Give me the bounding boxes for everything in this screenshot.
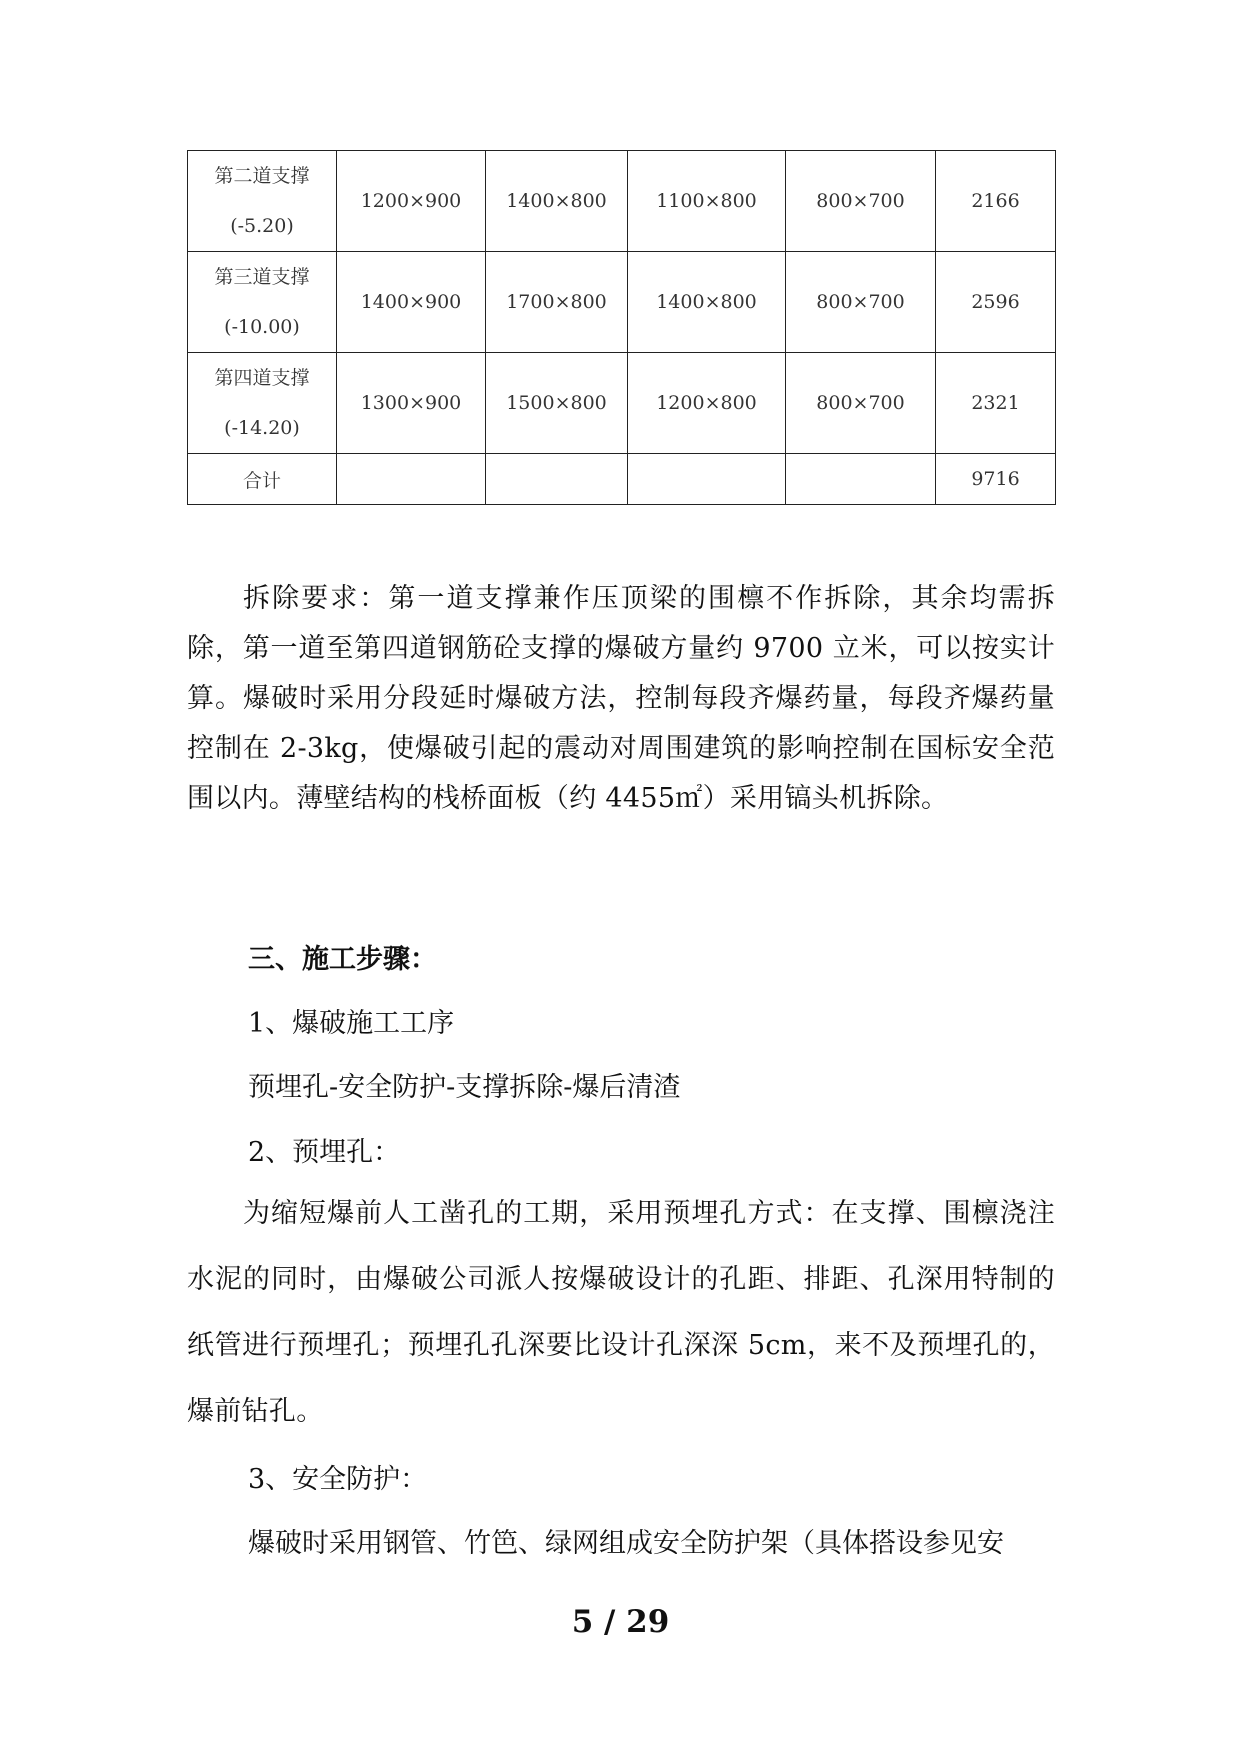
table-cell: 800×700 <box>786 252 936 353</box>
demolition-requirements-paragraph: 拆除要求：第一道支撑兼作压顶梁的围檩不作拆除，其余均需拆除，第一道至第四道钢筋砼支撑的爆破方量约 9700 立米，可以按实计算。爆破时采用分段延时爆破方法，控制每段齐爆药量，每段齐爆药量控制在 2-3kg，使爆破引起的震动对周围建筑的影响控制在国标安全范围以内。薄壁结构的栈桥面板（约 4455㎡）采用镐头机拆除。 <box>187 583 1055 814</box>
step3-body: 爆破时采用钢管、竹笆、绿网组成安全防护架（具体搭设参见安 <box>248 1528 1004 1559</box>
step2-title: 2、预埋孔： <box>248 1137 401 1168</box>
step2-body-paragraph: 为缩短爆前人工凿孔的工期，采用预埋孔方式：在支撑、围檩浇注水泥的同时，由爆破公司派人按爆破设计的孔距、排距、孔深用特制的纸管进行预埋孔；预埋孔孔深要比设计孔深深 5cm，来不及预埋孔的，爆前钻孔。 <box>187 1198 1055 1427</box>
table-cell: 1700×800 <box>486 252 628 353</box>
table-cell: 1400×800 <box>486 151 628 252</box>
total-label-cell: 合计 <box>188 454 337 505</box>
table-cell: 1400×800 <box>628 252 786 353</box>
table-row <box>188 252 1056 353</box>
table-cell: 800×700 <box>786 353 936 454</box>
table-cell: 9716 <box>936 454 1056 505</box>
table-total-row <box>188 454 1056 505</box>
table-cell: 1200×800 <box>628 353 786 454</box>
row-name-cell: 第四道支撑 (-14.20) <box>188 353 337 454</box>
table-cell <box>628 454 786 505</box>
table-cell: 1100×800 <box>628 151 786 252</box>
table-cell: 1500×800 <box>486 353 628 454</box>
step1-body: 预埋孔-安全防护-支撑拆除-爆后清渣 <box>248 1072 681 1103</box>
section-heading: 三、施工步骤： <box>248 944 437 975</box>
row-name-cell: 第二道支撑 (-5.20) <box>188 151 337 252</box>
table-cell: 800×700 <box>786 151 936 252</box>
table-cell: 2166 <box>936 151 1056 252</box>
step1-title: 1、爆破施工工序 <box>248 1008 455 1039</box>
table-cell: 1200×900 <box>337 151 486 252</box>
table-row <box>188 151 1056 252</box>
table-cell <box>486 454 628 505</box>
table-cell: 2596 <box>936 252 1056 353</box>
page-number: 5 / 29 <box>571 1604 670 1640</box>
row-name-cell: 第三道支撑 (-10.00) <box>188 252 337 353</box>
table-cell: 2321 <box>936 353 1056 454</box>
step3-title: 3、安全防护： <box>248 1464 428 1495</box>
table-cell: 1400×900 <box>337 252 486 353</box>
support-spec-table <box>187 150 1056 505</box>
table-cell <box>337 454 486 505</box>
table-cell <box>786 454 936 505</box>
table-row <box>188 353 1056 454</box>
table-cell: 1300×900 <box>337 353 486 454</box>
